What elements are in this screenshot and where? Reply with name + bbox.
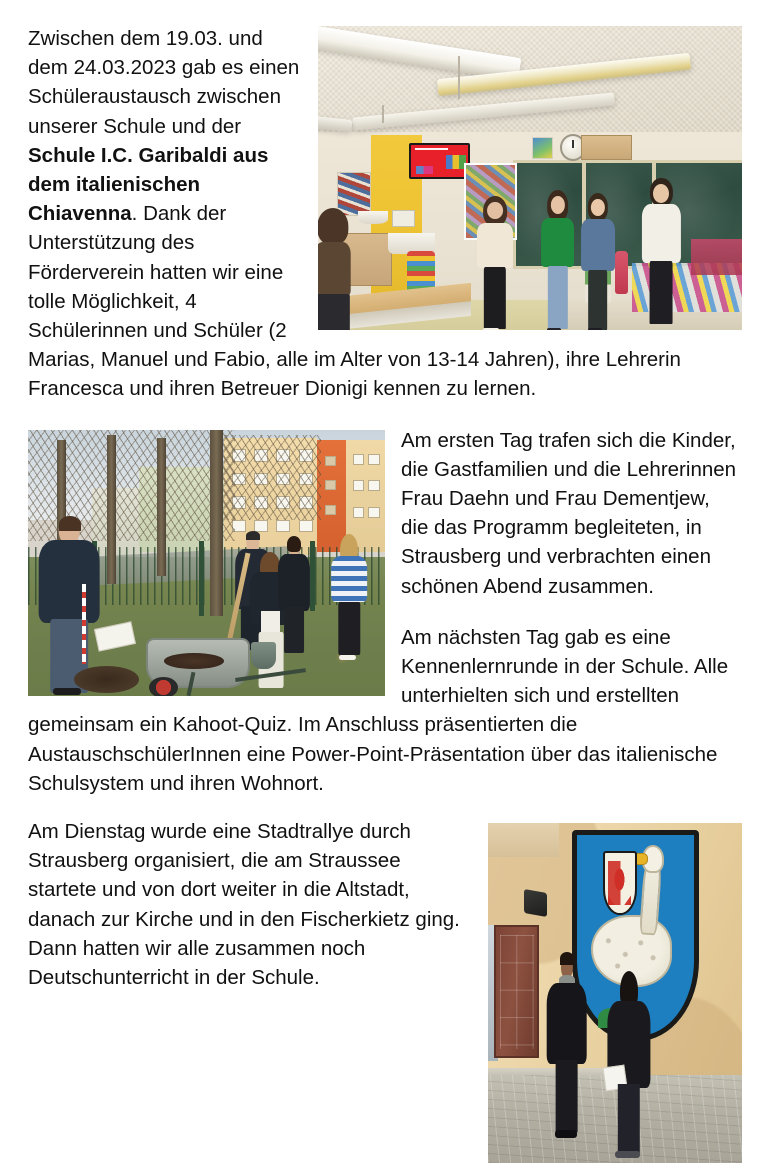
drink-bottle — [615, 251, 629, 294]
student-cream-sweater — [477, 196, 513, 330]
paragraph-second-day: Am nächsten Tag gab es eine Kennenlernrunde in der Schule. Alle unterhielten sich und erstellten gemeinsam ein Kahoot-Quiz. Im Anschluss präsentierten die AustauschschülerInnen eine Power-Point-Präsentation über das italienische Schulsystem und ihren Wohnort. — [28, 625, 729, 795]
screen-answer-tiles — [446, 155, 467, 169]
wheelbarrow-wheel — [149, 677, 178, 696]
tree-planting-photo-content — [28, 430, 385, 696]
planting-hole — [74, 666, 138, 693]
student-female — [607, 976, 650, 1156]
measuring-stake — [82, 584, 86, 664]
wall-lamp-icon — [524, 889, 547, 917]
fence-post — [310, 541, 315, 610]
wall-picture — [532, 137, 553, 159]
red-eagle-icon — [608, 861, 631, 904]
lamp-wire — [382, 105, 384, 123]
archway-ceiling — [488, 823, 559, 857]
coat-of-arms-photo-content — [488, 823, 742, 1163]
student-white-hoodie — [642, 178, 680, 324]
tree-planting-photo — [28, 430, 385, 696]
screen-image-block — [416, 166, 433, 174]
student-blue-hoodie — [581, 193, 615, 330]
bare-tree-canopy — [214, 435, 321, 520]
cork-board — [581, 135, 632, 160]
red-shelf — [691, 239, 742, 275]
coat-of-arms-photo — [488, 823, 742, 1163]
door-panel-grid — [500, 935, 534, 1049]
article-body — [28, 24, 742, 1169]
wooden-door — [494, 925, 539, 1058]
student-dark-coat — [278, 539, 310, 653]
seated-student — [318, 208, 352, 330]
paragraph-first-day: Am ersten Tag trafen sich die Kinder, die Gastfamilien und die Lehrerinnen Frau Daehn und Frau Dementjew, die das Programm begleiteten, in Strausberg und verbrachten einen schönen Abend zusammen. — [401, 428, 737, 598]
student-male — [546, 956, 587, 1136]
soap-dispenser — [392, 210, 415, 227]
soil-pile — [164, 653, 225, 669]
intro-text-1: Zwischen dem 19.03. und dem 24.03.2023 gab es einen Schüleraustausch zwischen unserer Schule und der — [28, 27, 300, 138]
tree-trunk — [107, 435, 116, 584]
student-striped-jumper — [331, 536, 367, 658]
wall-screen-kahoot — [409, 143, 470, 179]
sink-basin — [358, 211, 388, 223]
fence-post — [199, 541, 204, 615]
classroom-photo — [318, 26, 742, 330]
paragraph-tuesday: Am Dienstag wurde eine Stadtrallye durch Strausberg organisiert, die am Straussee startete und von dort weiter in die Altstadt, danach zur Kirche und in den Fischerkietz ging. Dann hatten wir alle zusammen noch Deutschunterricht in der Schule. — [28, 820, 460, 990]
tree-trunk — [210, 430, 223, 616]
classroom-photo-content — [318, 26, 742, 330]
swan-beak — [635, 853, 648, 865]
brandenburg-escutcheon — [603, 851, 637, 915]
tree-trunk — [157, 438, 166, 576]
lamp-wire — [458, 56, 460, 99]
spade-blade — [251, 642, 276, 669]
school-name-bold: Schule I.C. Garibaldi aus dem italienischen Chiavenna — [28, 143, 269, 226]
intro-text-2: . Dank der Unterstützung des Förderverein hatten wir eine tolle Möglichkeit, 4 Schülerinnen und Schüler (2 Marias, Manuel und Fabio, alle im Alter von 13-14 Jahren), ihre Lehrerin Francesca und ihren Betreuer Dionigi kennen zu lernen. — [28, 202, 681, 401]
student-green-hoodie — [541, 190, 575, 330]
screen-text-lines — [415, 148, 448, 155]
